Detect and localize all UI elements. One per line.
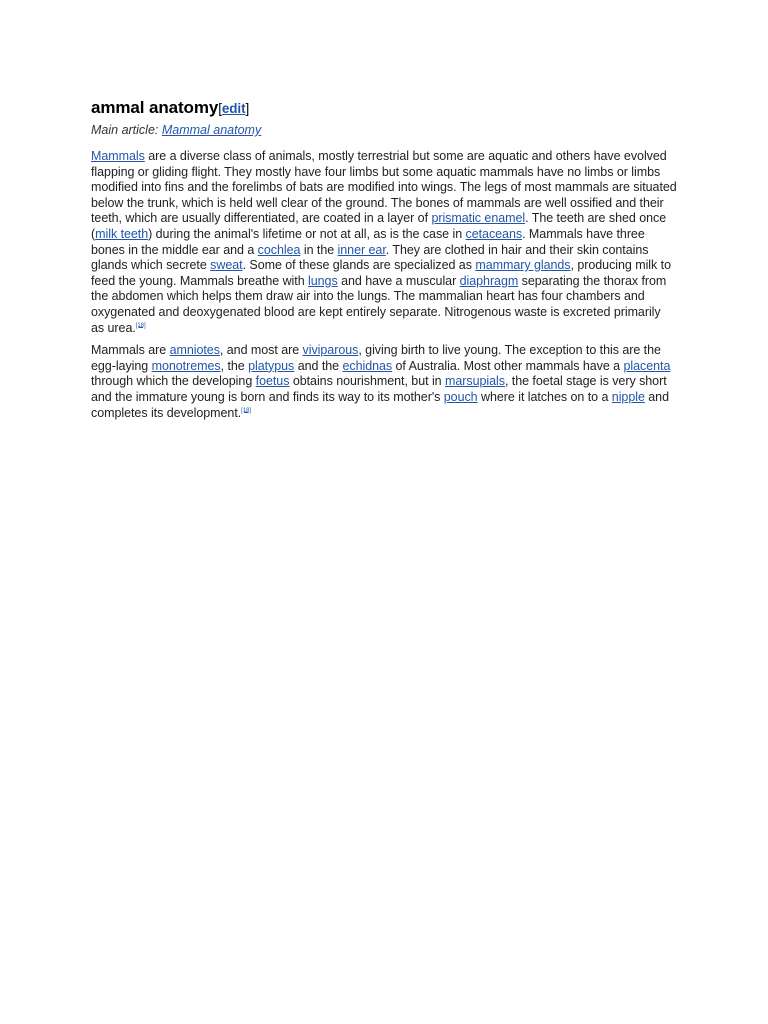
link-mammals[interactable]: Mammals — [91, 149, 145, 163]
text-run: are a diverse class of animals, mostly terrestrial but some are aquatic and others have evolved flapping or gliding flight. They mostly have four limbs but some aquatic mammals have no limbs or limbs modified into fins and the forelimbs of bats are modified into wings. The legs of most mammals are situated below the trunk, which is held well clear of the ground. The bones of mammals are well ossified and their teeth, which are usually differentiated, are coated in a layer of — [91, 149, 677, 226]
text-run: and completes its development. — [91, 389, 669, 420]
text-run: . They are clothed in hair and their skin contains glands which secrete — [91, 242, 649, 273]
link-milk-teeth[interactable]: milk teeth — [95, 226, 149, 241]
text-run: , producing milk to feed the young. Mammals breathe with — [91, 258, 671, 288]
text-run: , and most are — [219, 343, 303, 358]
text-run: where it latches on to a — [477, 389, 612, 404]
text-run: of Australia. Most other mammals have a — [392, 358, 624, 373]
paragraph-anatomy — [91, 149, 677, 336]
main-article-link[interactable]: Mammal anatomy — [161, 123, 262, 137]
link-amniotes[interactable]: amniotes — [169, 343, 220, 358]
link-diaphragm[interactable]: diaphragm — [459, 273, 519, 288]
citation-link[interactable]: [18] — [241, 407, 251, 414]
main-article-prefix: Main article: — [91, 123, 162, 137]
link-sweat[interactable]: sweat — [210, 258, 243, 273]
link-prismatic-enamel[interactable]: prismatic enamel — [431, 211, 526, 226]
link-marsupials[interactable]: marsupials — [445, 374, 505, 389]
edit-bracket-open: [ — [218, 101, 222, 116]
text-run: ) during the animal's lifetime or not at all, as is the case in — [148, 226, 466, 241]
section-title: ammal anatomy — [91, 98, 219, 117]
text-run: , the foetal stage is very short and the immature young is born and finds its way to its mother's — [91, 374, 667, 404]
link-cochlea[interactable]: cochlea — [257, 242, 301, 257]
link-cetaceans[interactable]: cetaceans — [465, 226, 523, 241]
text-run: . The teeth are shed once ( — [91, 211, 667, 241]
text-run: . Some of these glands are specialized as — [242, 258, 476, 273]
link-echidnas[interactable]: echidnas — [342, 358, 393, 373]
text-run: through which the developing — [91, 374, 256, 389]
link-platypus[interactable]: platypus — [248, 358, 295, 373]
link-inner-ear[interactable]: inner ear — [337, 242, 386, 257]
link-foetus[interactable]: foetus — [255, 374, 290, 389]
text-run: obtains nourishment, but in — [289, 374, 445, 389]
edit-section-wrap — [218, 101, 249, 116]
main-article-note — [91, 122, 677, 139]
text-run: , giving birth to live young. The exception to this are the egg-laying — [91, 343, 661, 373]
link-placenta[interactable]: placenta — [623, 358, 671, 373]
article-section — [91, 97, 677, 428]
text-run: , the — [220, 358, 249, 373]
text-run: . Mammals have three bones in the middle ear and a — [91, 226, 645, 257]
link-viviparous[interactable]: viviparous — [302, 343, 359, 358]
text-run: in the — [300, 242, 338, 257]
text-run: and the — [294, 358, 343, 373]
edit-section-link[interactable]: edit — [221, 101, 246, 116]
citation-link[interactable]: [18] — [135, 322, 146, 329]
edit-bracket-close: ] — [245, 101, 250, 116]
text-run: separating the thorax from the abdomen which helps them draw air into the lungs. The mammalian heart has four chambers and oxygenated and deoxygenated blood are kept entirely separate. Nitrogenous waste is excreted primarily as urea. — [91, 273, 667, 335]
link-mammary-glands[interactable]: mammary glands — [475, 258, 571, 273]
text-run: Mammals are — [91, 343, 170, 358]
text-run: and have a muscular — [337, 273, 460, 288]
link-lungs[interactable]: lungs — [308, 273, 338, 288]
link-nipple[interactable]: nipple — [611, 389, 645, 404]
paragraph-reproduction — [91, 343, 677, 421]
section-heading — [91, 97, 677, 120]
link-monotremes[interactable]: monotremes — [151, 358, 221, 373]
link-pouch[interactable]: pouch — [443, 389, 478, 404]
